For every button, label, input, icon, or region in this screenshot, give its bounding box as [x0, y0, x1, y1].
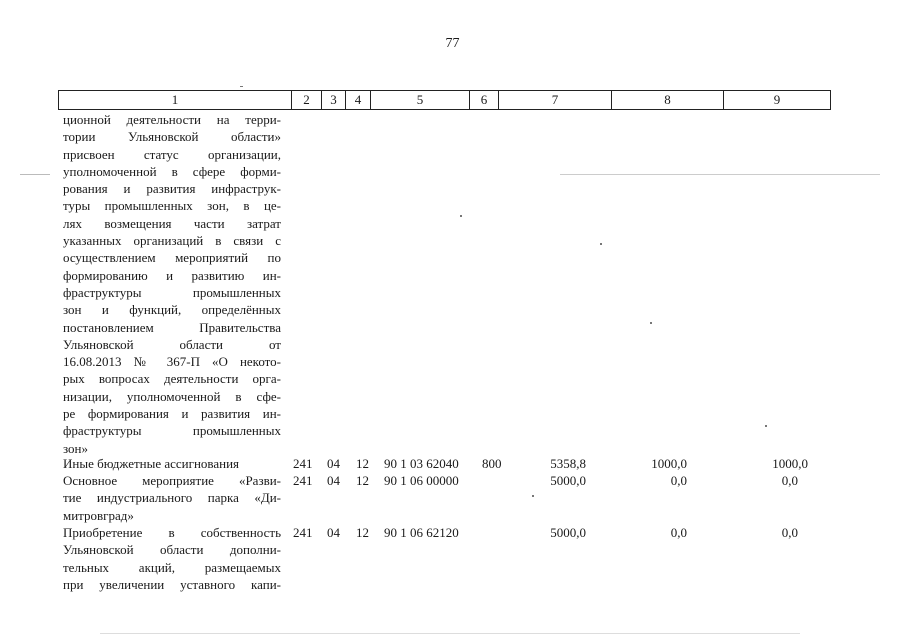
description-line: Ульяновской области от	[63, 336, 281, 352]
description-line: ционной деятельности на терри-	[63, 112, 281, 127]
scan-speck	[532, 495, 534, 497]
header-col-2: 2	[291, 91, 321, 109]
row-name-line: Основное мероприятие «Разви-	[63, 473, 281, 488]
header-col-6: 6	[469, 91, 498, 109]
header-col-8: 8	[611, 91, 723, 109]
description-line: низации, уполномоченной в сфе-	[63, 388, 281, 404]
description-line: фраструктуры промышленных	[63, 423, 281, 439]
description-line: постановлением Правительства	[63, 319, 281, 335]
description-line: указанных организаций в связи с	[63, 233, 281, 249]
cell-c4: 12	[356, 525, 369, 540]
cell-c3: 04	[327, 456, 340, 471]
scan-speck	[600, 243, 602, 245]
row-name-line: тие индустриального парка «Ди-	[63, 490, 281, 506]
row-name-line: тельных акций, размещаемых	[63, 559, 281, 575]
row-name	[63, 455, 281, 472]
scan-speck	[650, 322, 652, 324]
cell-c5: 90 1 06 62120	[384, 525, 459, 540]
description-line: уполномоченной в сфере форми-	[63, 163, 281, 179]
description-line: формированию и развитию ин-	[63, 267, 281, 283]
cell-c9: 0,0	[781, 525, 798, 540]
table-header-row	[58, 90, 831, 110]
page-number: 77	[445, 36, 460, 51]
cell-c5: 90 1 06 00000	[384, 473, 459, 488]
cell-c5: 90 1 03 62040	[384, 456, 459, 471]
cell-c2: 241	[293, 473, 313, 488]
row-name-line: митровград»	[63, 507, 134, 523]
description-line: фраструктуры промышленных	[63, 284, 281, 300]
scan-speck	[100, 633, 800, 634]
row-name-line: при увеличении уставного капи-	[63, 576, 281, 592]
scan-speck	[240, 86, 243, 87]
row-name	[63, 524, 281, 593]
cell-c8: 1000,0	[651, 456, 687, 471]
header-col-4: 4	[345, 91, 370, 109]
cell-c2: 241	[293, 525, 313, 540]
header-col-9: 9	[723, 91, 830, 109]
header-col-7: 7	[498, 91, 611, 109]
description-line: туры промышленных зон, в це-	[63, 198, 281, 214]
description-line: зон и функций, определённых	[63, 302, 281, 318]
description-line: рования и развития инфраструк-	[63, 181, 281, 197]
description-line: ре формирования и развития ин-	[63, 406, 281, 422]
row-name-line: Иные бюджетные ассигнования	[63, 456, 240, 471]
scan-speck	[20, 174, 50, 175]
cell-c9: 0,0	[781, 473, 798, 488]
row-name-line: Приобретение в собственность	[63, 525, 281, 540]
row-name-line: Ульяновской области дополни-	[63, 542, 281, 558]
cell-c3: 04	[327, 525, 340, 540]
description-line: осуществлением мероприятий по	[63, 250, 281, 266]
cell-c7: 5000,0	[550, 473, 586, 488]
header-col-3: 3	[321, 91, 345, 109]
cell-c7: 5358,8	[550, 456, 586, 471]
description-line: зон»	[63, 440, 89, 456]
cell-c8: 0,0	[670, 525, 687, 540]
cell-c4: 12	[356, 473, 369, 488]
cell-c4: 12	[356, 456, 369, 471]
cell-c8: 0,0	[670, 473, 687, 488]
scan-speck	[765, 425, 767, 427]
description-line: тории Ульяновской области»	[63, 129, 281, 145]
cell-c3: 04	[327, 473, 340, 488]
scan-speck	[460, 215, 462, 217]
cell-c9: 1000,0	[772, 456, 808, 471]
cell-c7: 5000,0	[550, 525, 586, 540]
description-line: 16.08.2013 № 367-П «О некото-	[63, 354, 281, 370]
header-col-1: 1	[171, 92, 179, 107]
cell-c2: 241	[293, 456, 313, 471]
description-line: рых вопросах деятельности орга-	[63, 371, 281, 387]
continued-description	[63, 111, 281, 457]
row-name	[63, 472, 281, 524]
description-line: присвоен статус организации,	[63, 146, 281, 162]
cell-c6: 800	[482, 456, 502, 471]
scan-speck	[560, 174, 880, 175]
header-col-5: 5	[370, 91, 469, 109]
description-line: лях возмещения части затрат	[63, 215, 281, 231]
